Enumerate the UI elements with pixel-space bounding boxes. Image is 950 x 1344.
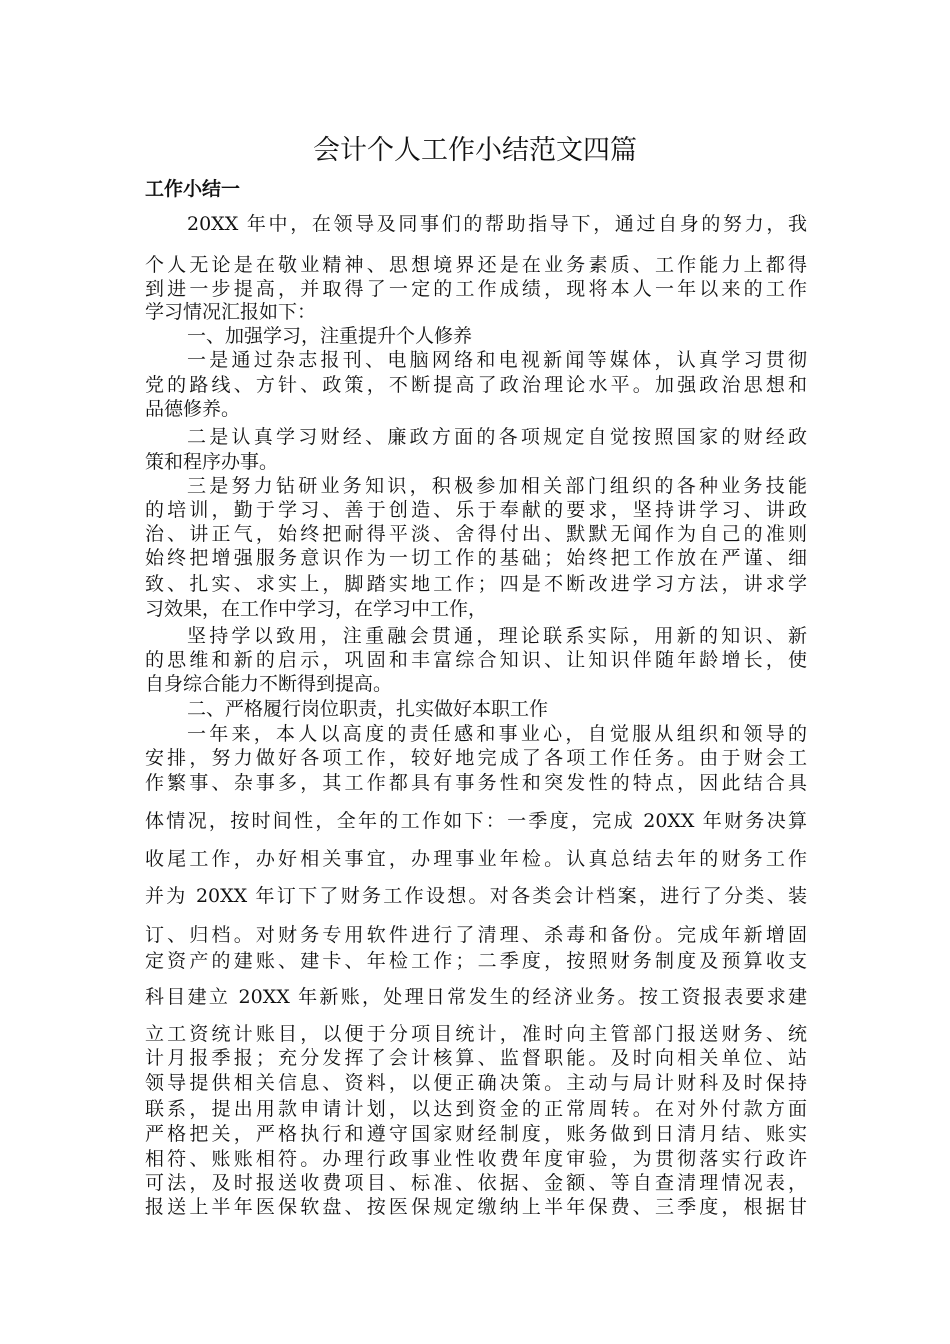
text-line: 三是努力钻研业务知识，积极参加相关部门组织的各种业务技能 <box>187 475 807 497</box>
text-line: 体情况，按时间性，全年的工作如下：一季度，完成 20XX 年财务决算 <box>145 810 807 832</box>
text-line: 收尾工作，办好相关事宜，办理事业年检。认真总结去年的财务工作 <box>145 848 807 870</box>
subheading-line: 二、严格履行岗位职责，扎实做好本职工作 <box>187 698 549 720</box>
text-line: 党的路线、方针、政策，不断提高了政治理论水平。加强政治思想和 <box>145 374 807 396</box>
text-line: 可法，及时报送收费项目、标准、依据、金额、等自查清理情况表， <box>145 1172 807 1194</box>
subheading-line: 一、加强学习，注重提升个人修养 <box>187 325 473 347</box>
text-line: 自身综合能力不断得到提高。 <box>145 673 393 695</box>
text-line: 定资产的建账、建卡、年检工作；二季度，按照财务制度及预算收支 <box>145 950 807 972</box>
section-heading: 工作小结一 <box>145 178 241 200</box>
text-line: 作繁事、杂事多，其工作都具有事务性和突发性的特点，因此结合具 <box>145 772 807 794</box>
text-line: 安排，努力做好各项工作，较好地完成了各项工作任务。由于财会工 <box>145 747 807 769</box>
text-line: 到进一步提高，并取得了一定的工作成绩，现将本人一年以来的工作 <box>145 278 807 300</box>
text-line: 领导提供相关信息、资料，以便正确决策。主动与局计财科及时保持 <box>145 1072 807 1094</box>
text-line: 致、扎实、求实上，脚踏实地工作；四是不断改进学习方法，讲求学 <box>145 573 807 595</box>
text-line: 联系，提出用款申请计划，以达到资金的正常周转。在对外付款方面 <box>145 1098 807 1120</box>
text-line: 科目建立 20XX 年新账，处理日常发生的经济业务。按工资报表要求建 <box>145 986 807 1008</box>
document-title: 会计个人工作小结范文四篇 <box>313 135 637 166</box>
text-line: 报送上半年医保软盘、按医保规定缴纳上半年保费、三季度，根据甘 <box>145 1196 807 1218</box>
text-line: 一是通过杂志报刊、电脑网络和电视新闻等媒体，认真学习贯彻 <box>187 349 807 371</box>
text-line: 学习情况汇报如下： <box>145 301 317 323</box>
text-line: 计月报季报；充分发挥了会计核算、监督职能。及时向相关单位、站 <box>145 1047 807 1069</box>
text-line: 治、讲正气，始终把耐得平淡、舍得付出、默默无闻作为自己的准则 <box>145 523 807 545</box>
text-line: 的培训，勤于学习、善于创造、乐于奉献的要求，坚持讲学习、讲政 <box>145 499 807 521</box>
text-line: 并为 20XX 年订下了财务工作设想。对各类会计档案，进行了分类、装 <box>145 885 807 907</box>
text-line: 个人无论是在敬业精神、思想境界还是在业务素质、工作能力上都得 <box>145 254 807 276</box>
text-line: 习效果，在工作中学习，在学习中工作， <box>145 598 488 620</box>
text-line: 坚持学以致用，注重融会贯通，理论联系实际，用新的知识、新 <box>187 625 807 647</box>
text-line: 相符、账账相符。办理行政事业性收费年度审验，为贯彻落实行政许 <box>145 1148 807 1170</box>
text-line: 始终把增强服务意识作为一切工作的基础；始终把工作放在严谨、细 <box>145 547 807 569</box>
text-line: 策和程序办事。 <box>145 451 279 473</box>
text-line: 二是认真学习财经、廉政方面的各项规定自觉按照国家的财经政 <box>187 426 807 448</box>
text-line: 一年来，本人以高度的责任感和事业心，自觉服从组织和领导的 <box>187 723 807 745</box>
text-line: 订、归档。对财务专用软件进行了清理、杀毒和备份。完成年新增固 <box>145 924 807 946</box>
text-line: 的思维和新的启示，巩固和丰富综合知识、让知识伴随年龄增长，使 <box>145 649 807 671</box>
text-line: 立工资统计账目，以便于分项目统计，准时向主管部门报送财务、统 <box>145 1023 807 1045</box>
text-line: 严格把关，严格执行和遵守国家财经制度，账务做到日清月结、账实 <box>145 1123 807 1145</box>
text-line: 20XX 年中，在领导及同事们的帮助指导下，通过自身的努力，我 <box>187 213 807 235</box>
text-line: 品德修养。 <box>145 398 241 420</box>
